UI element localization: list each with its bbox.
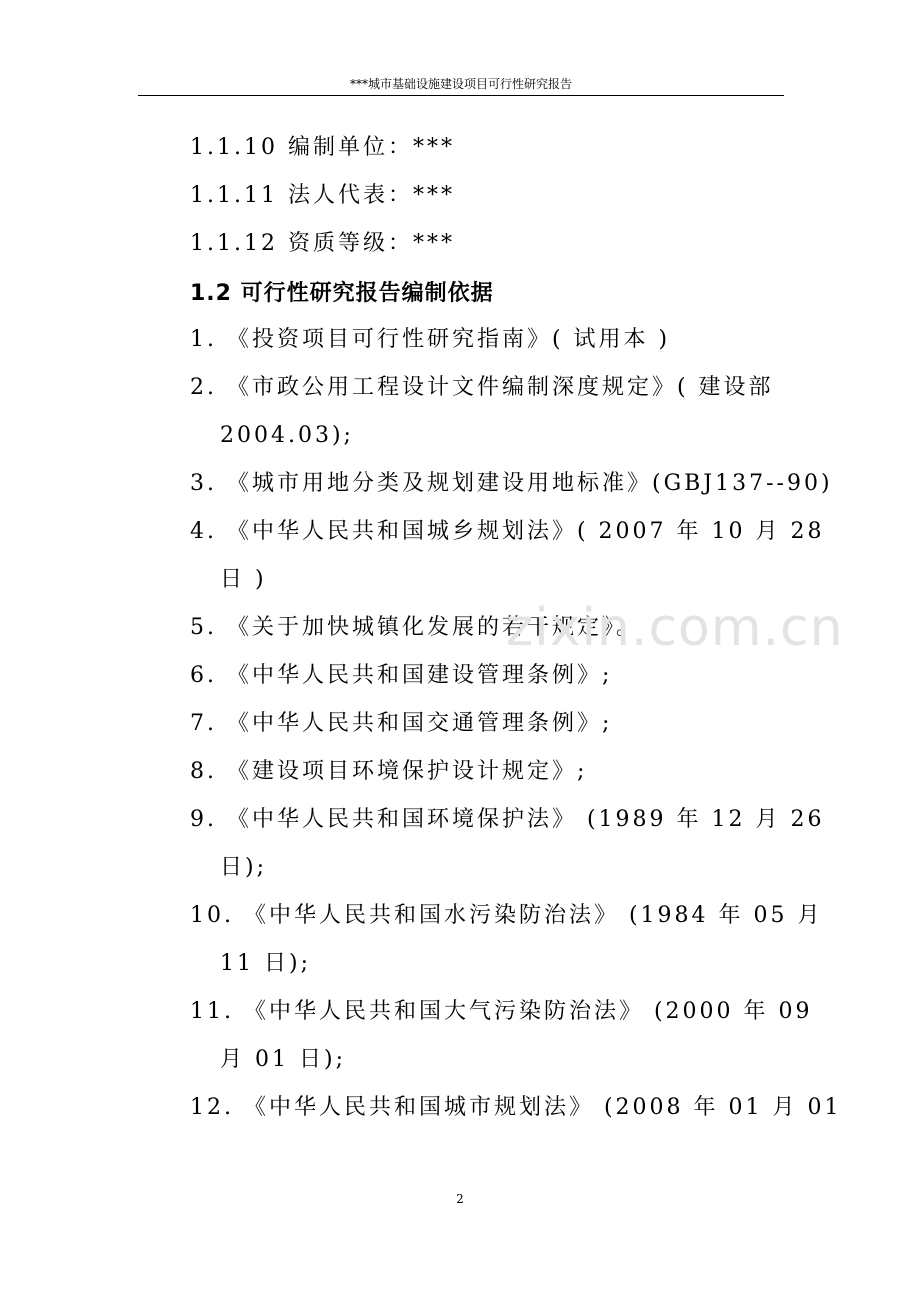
basis-item-11-continued: 月 01 日); (220, 1047, 346, 1072)
basis-item-9-continued: 日); (220, 855, 267, 880)
basis-item-8: 8. 《建设项目环境保护设计规定》; (190, 759, 588, 784)
basis-item-4-continued: 日 ) (220, 567, 267, 592)
basis-item-1: 1. 《投资项目可行性研究指南》( 试用本 ) (190, 327, 671, 352)
info-line-compiler: 1.1.10 编制单位：*** (190, 135, 455, 160)
basis-item-12: 12. 《中华人民共和国城市规划法》 (2008 年 01 月 01 (190, 1095, 842, 1120)
info-line-qualification: 1.1.12 资质等级：*** (190, 231, 455, 256)
basis-item-10-continued: 11 日); (220, 951, 311, 976)
basis-item-9: 9. 《中华人民共和国环境保护法》 (1989 年 12 月 26 (190, 807, 825, 832)
basis-item-6: 6. 《中华人民共和国建设管理条例》; (190, 663, 613, 688)
basis-item-7: 7. 《中华人民共和国交通管理条例》; (190, 711, 613, 736)
watermark: zixin.com.cn (506, 598, 844, 658)
basis-item-3: 3. 《城市用地分类及规划建设用地标准》(GBJ137--90) (190, 471, 833, 496)
running-header: ***城市基础设施建设项目可行性研究报告 (349, 77, 572, 91)
basis-item-4: 4. 《中华人民共和国城乡规划法》( 2007 年 10 月 28 (190, 519, 825, 544)
basis-item-5: 5. 《关于加快城镇化发展的若干规定》。 (190, 615, 641, 640)
info-line-legal-rep: 1.1.11 法人代表：*** (190, 183, 455, 208)
basis-item-10: 10. 《中华人民共和国水污染防治法》 (1984 年 05 月 (190, 903, 823, 928)
basis-item-2-continued: 2004.03); (220, 423, 354, 448)
basis-item-11: 11. 《中华人民共和国大气污染防治法》 (2000 年 09 (190, 999, 813, 1024)
section-heading: 1.2 可行性研究报告编制依据 (190, 281, 494, 306)
page-number: 2 (456, 1192, 464, 1206)
basis-item-2: 2. 《市政公用工程设计文件编制深度规定》( 建设部 (190, 375, 774, 400)
header-rule (138, 95, 784, 96)
